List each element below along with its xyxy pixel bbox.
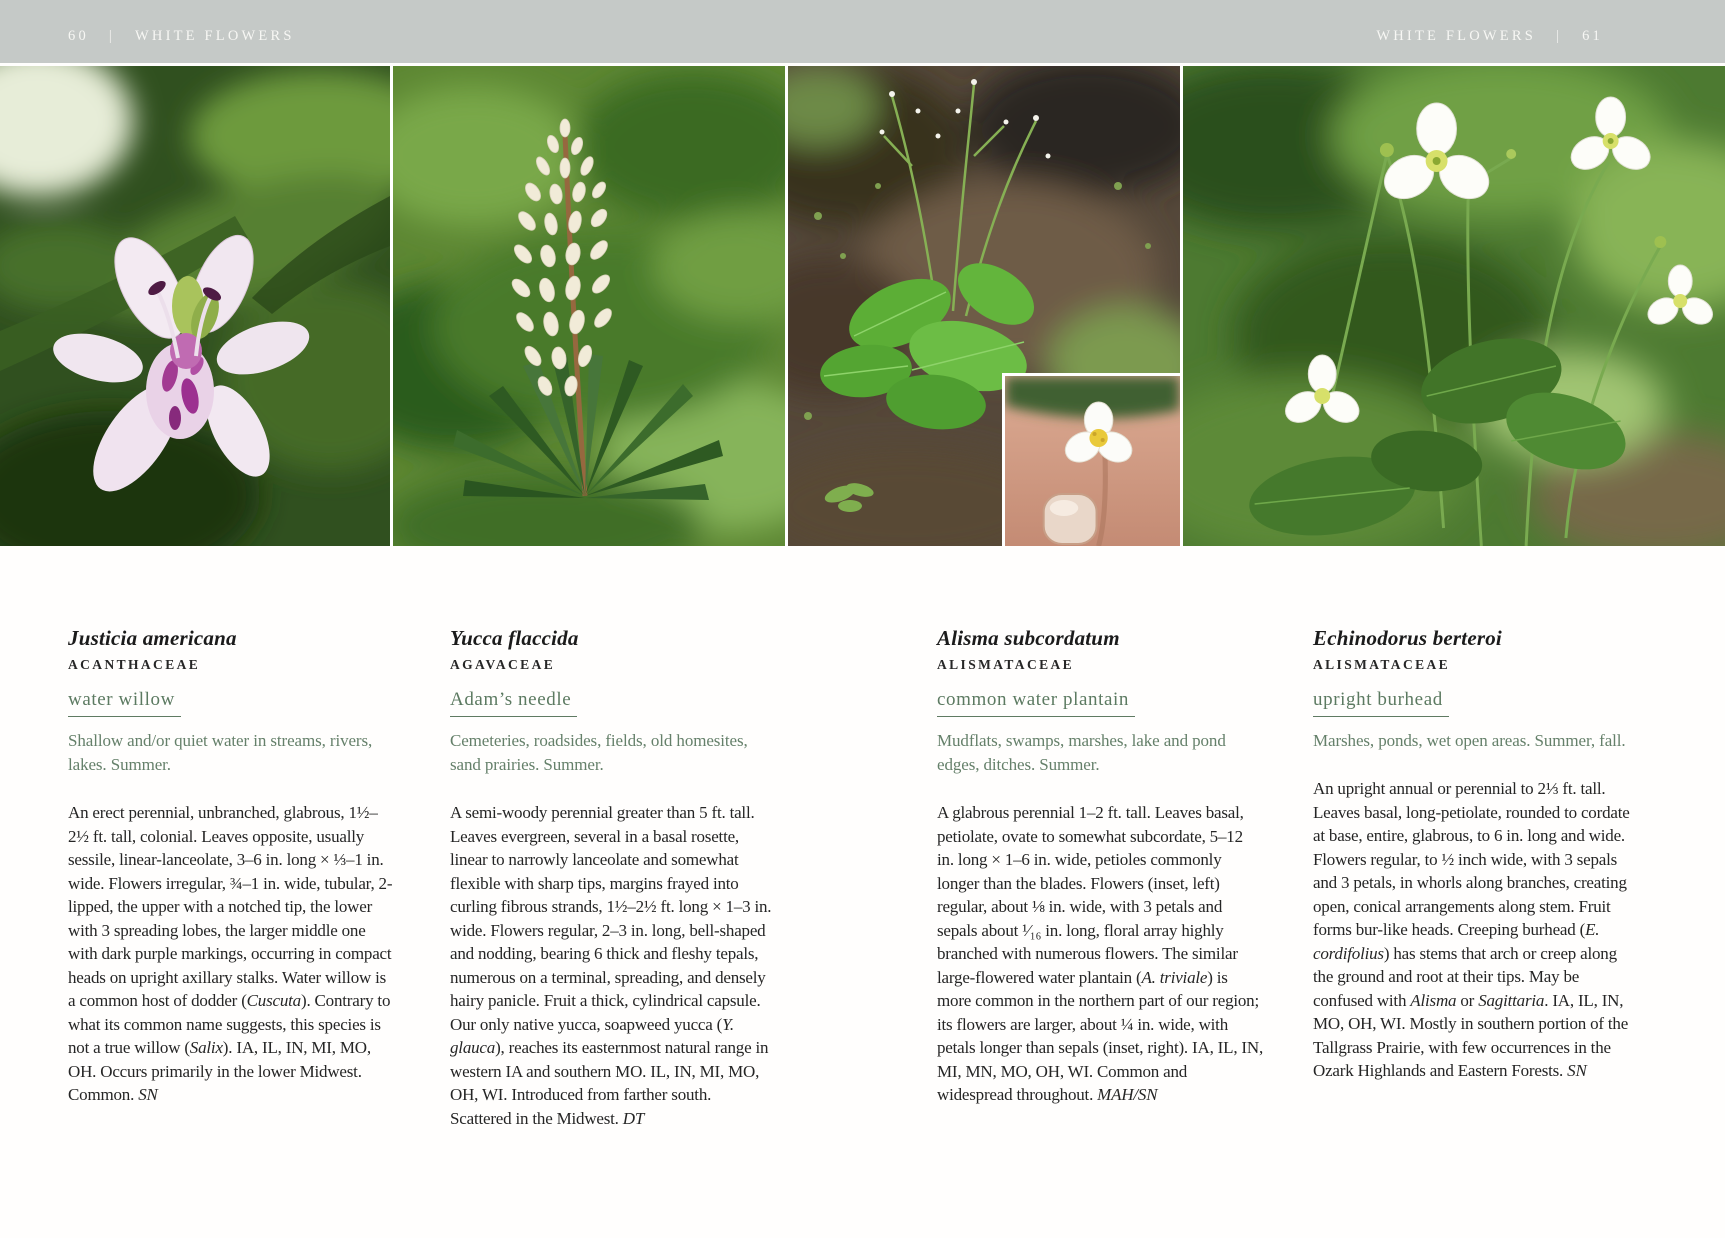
header-separator: | bbox=[1555, 28, 1563, 44]
entry-echinodorus-berteroi bbox=[1313, 626, 1639, 1083]
photo-justicia-americana bbox=[0, 66, 390, 546]
common-name: water willow bbox=[68, 689, 181, 717]
page-header-left bbox=[68, 18, 295, 45]
family-name: ACANTHACEAE bbox=[68, 657, 201, 672]
habitat-text: Cemeteries, roadsides, fields, old homesites, sand prairies. Summer. bbox=[450, 731, 748, 774]
photo-echinodorus-berteroi bbox=[1183, 66, 1725, 546]
entry-yucca-flaccida bbox=[450, 626, 776, 1130]
entry-justicia-americana bbox=[68, 626, 394, 1107]
species-name: Alisma subcordatum bbox=[937, 626, 1120, 650]
yucca-plant-illustration bbox=[393, 66, 785, 546]
habitat-text: Marshes, ponds, wet open areas. Summer, fall. bbox=[1313, 731, 1626, 750]
species-description: A glabrous perennial 1–2 ft. tall. Leaves basal, petiolate, ovate to somewhat subcordate, 5–12 in. long × 1–6 in. wide, petioles commonly longer than the blades. Flowers (inset, left) regular, about ⅛ in. wide, with 3 petals and sepals about ¹⁄₁₆ in. long, floral array highly branched with numerous flowers. The similar large-flowered water plantain (A. triviale) is more common in the northern part of our region; its flowers are larger, about ¼ in. wide, with petals longer than sepals (inset, right). IA, IL, IN, MI, MN, MO, OH, WI. Common and widespread throughout. MAH/SN bbox=[937, 803, 1264, 1104]
species-name: Justicia americana bbox=[68, 626, 237, 650]
header-separator: | bbox=[108, 28, 116, 44]
entry-alisma-subcordatum bbox=[937, 626, 1263, 1107]
species-description: An erect perennial, unbranched, glabrous, 1½–2½ ft. tall, colonial. Leaves opposite, usually sessile, linear-lanceolate, 3–6 in. long × ⅓–1 in. wide. Flowers irregular, ¾–1 in. wide, tubular, 2-lipped, the upper with a notched tip, the lower with 3 spreading lobes, the larger middle one with dark purple markings, occurring in compact heads on upright axillary stalks. Water willow is a common host of dodder (Cuscuta). Contrary to what its common name suggests, this species is not a true willow (Salix). IA, IL, IN, MI, MO, OH. Occurs primarily in the lower Midwest. Common. SN bbox=[68, 803, 393, 1104]
photo-strip bbox=[0, 66, 1725, 546]
section-title-left: WHITE FLOWERS bbox=[135, 28, 295, 44]
common-name: upright burhead bbox=[1313, 689, 1449, 717]
species-description: A semi-woody perennial greater than 5 ft. tall. Leaves evergreen, several in a basal rosette, linear to narrowly lanceolate and somewhat flexible with sharp tips, margins frayed into curling fibrous strands, 1½–2½ ft. long × 1–3 in. wide. Flowers regular, 2–3 in. long, bell-shaped and nodding, bearing 6 thick and fleshy tepals, numerous on a terminal, spreading, and densely hairy panicle. Fruit a thick, cylindrical capsule. Our only native yucca, soapweed yucca (Y. glauca), reaches its easternmost natural range in western IA and southern MO. IL, IN, MI, MO, OH, WI. Introduced from farther south. Scattered in the Midwest. DT bbox=[450, 803, 772, 1128]
photo-inset-alisma-flower bbox=[1002, 373, 1180, 546]
photo-alisma-subcordatum bbox=[788, 66, 1180, 546]
species-name: Echinodorus berteroi bbox=[1313, 626, 1502, 650]
family-name: ALISMATACEAE bbox=[1313, 657, 1451, 672]
page-number-left: 60 bbox=[68, 28, 89, 44]
species-name: Yucca flaccida bbox=[450, 626, 579, 650]
habitat-text: Shallow and/or quiet water in streams, rivers, lakes. Summer. bbox=[68, 731, 373, 774]
section-title-right: WHITE FLOWERS bbox=[1376, 28, 1536, 44]
habitat-text: Mudflats, swamps, marshes, lake and pond edges, ditches. Summer. bbox=[937, 731, 1226, 774]
photo-yucca-flaccida bbox=[393, 66, 785, 546]
page-header-right bbox=[1376, 18, 1603, 45]
family-name: AGAVACEAE bbox=[450, 657, 556, 672]
family-name: ALISMATACEAE bbox=[937, 657, 1075, 672]
alisma-flower-inset-illustration bbox=[1005, 376, 1180, 546]
echinodorus-flowers-illustration bbox=[1183, 66, 1725, 546]
page-number-right: 61 bbox=[1582, 28, 1603, 44]
common-name: Adam’s needle bbox=[450, 689, 577, 717]
common-name: common water plantain bbox=[937, 689, 1135, 717]
page-header bbox=[0, 0, 1725, 63]
species-description: An upright annual or perennial to 2⅓ ft. tall. Leaves basal, long-petiolate, rounded to cordate at base, entire, glabrous, to 6 in. long and wide. Flowers regular, to ½ inch wide, with 3 sepals and 3 petals, in whorls along branches, creating open, conical arrangements along stem. Fruit forms bur-like heads. Creeping burhead (E. cordifolius) has stems that arch or creep along the ground and root at their tips. May be confused with Alisma or Sagittaria. IA, IL, IN, MO, OH, WI. Mostly in southern portion of the Tallgrass Prairie, with few occurrences in the Ozark Highlands and Eastern Forests. SN bbox=[1313, 779, 1630, 1080]
justicia-flower-illustration bbox=[0, 66, 390, 546]
